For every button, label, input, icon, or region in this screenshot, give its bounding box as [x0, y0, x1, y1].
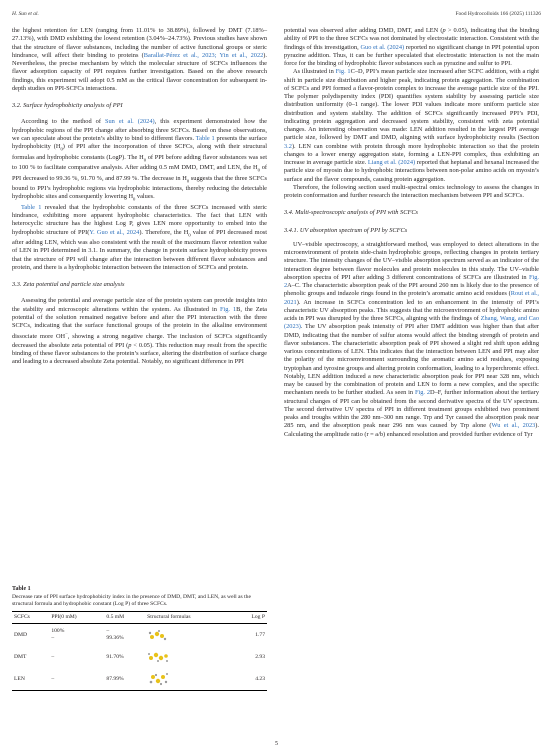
- text-run: . The UV absorption peak intensity of PPI after DMT addition was higher than that after DMD, indicating that the number of sulfur atoms would affect the binding strength of protein and flavor substances. The characteristic absorption peak of PPI showed a slight red shift upon adding various concentrations of LEN. This indicates that the interaction between LEN and PPI may alter the polarity of the microenvironment surrounding the aromatic amino acid residues, exposing tryptophan and tyrosine groups and altering protein conformation, leading to a hyperchromic effect. Notably, LEN addition induced a new characteristic absorption peak for PPI near 328 nm, which may be caused by the combination of protein and LEN to form a new complex, and the specific mechanism needs to be further studied. As seen in: [284, 323, 539, 397]
- section-heading: 3.2. Surface hydrophobicity analysis of PPI: [12, 102, 123, 109]
- paragraph: [284, 241, 539, 439]
- text-run: ). LEN can combine with protein through more hydrophobic interaction so that the protein changes to a lower energy aggregation state, forming a LEN-PPI complex, thus exhibiting an increase in average particle size.: [284, 142, 539, 166]
- cell-structure: [145, 668, 234, 691]
- text-run: ). Calculating the amplitude ratio (r = a/b) enhanced resolution and provided further evidence of Tyr: [284, 422, 539, 438]
- data-table: [12, 611, 267, 691]
- text-run: , this experiment demonstrated how the hydrophobic regions of the PPI change after absorbing three SCFCs. Based on these observations, we can speculate about the protein’s ability to bind to different flavors.: [12, 118, 267, 142]
- subscript: 0: [143, 156, 146, 162]
- text-run: revealed that the hydrophobic constants of the three SCFCs increased with steric hindrance, exhibiting more apparent hydrophobic characteristics. The fact that LEN with heterocyclic structure has the highest Log P, gives LEN more opportunity to embed into the hydrophobic structure of PPI(: [12, 203, 267, 236]
- column-header: SCFCs: [12, 612, 49, 624]
- table-1: [12, 586, 267, 691]
- column-header: 0.5 mM: [104, 612, 145, 624]
- citation-link[interactable]: Fig. 2: [284, 273, 539, 289]
- citation-link[interactable]: 3.2: [284, 142, 292, 150]
- cell-logp: 2.93: [255, 653, 265, 660]
- column-header: Log P: [234, 612, 267, 624]
- text-run: Therefore, the following section used multi-spectral omics technology to assess the changes in protein conformation and further research the interaction mechanism between PPI and SCFCs.: [284, 183, 539, 199]
- cell-logp: 4.23: [234, 668, 267, 691]
- subsection-heading: 3.4.1. UV absorption spectrum of PPI by SCFCs: [284, 226, 408, 234]
- subscript: 0: [188, 231, 191, 237]
- table-row: [12, 668, 267, 691]
- citation-link[interactable]: Guo et al. (2024): [360, 43, 405, 51]
- citation-link[interactable]: Liang et al. (2024): [367, 159, 416, 166]
- citation-link[interactable]: Y. Guo et al., 2024: [89, 228, 140, 236]
- citation-link[interactable]: Fig. 1: [335, 68, 351, 76]
- text-run: B, the Zeta potential of the solution remained negative before and after the PPI interaction with the three SCFCs, indicating that the surface functional groups of the protein in the alkaline environment dissociate more OH: [12, 305, 267, 341]
- text-run: reported no significant change in PPI potential upon pyrazine addition. Thus, it can be further speculated that electrostatic interaction is not the main force for the binding of hydrophobic flavor substances such as pyrazine and sulfur to PPI.: [284, 43, 539, 67]
- text-run: reported that heptanal and hexanal increased the particle size of myosin due to hydrophobic interactions between non-polar amino acids on myosin’s surface and the flavor compounds, causing protein aggregation.: [284, 159, 539, 183]
- table-caption: Decrease rate of PPI surface hydrophobicity index in the presence of DMD, DMT, and LEN, as well as the structural formula and hydrophobic constant (Log P) of three SCFCs.: [12, 594, 251, 607]
- paragraph: [12, 297, 267, 366]
- paragraph: [12, 118, 267, 204]
- table-title: Table 1: [12, 586, 31, 592]
- text-run: According to the method of: [21, 118, 105, 126]
- text-run: the highest retention for LEN (ranging from 11.01% to 38.89%), followed by DMT (7.18%–27.13%), with DMD exhibiting the lowest retention (3.04%–24.73%). Previous studies have shown that the structure of flavor substances, including the number of active functional groups or steric hindrance, will affect their binding to proteins (: [12, 27, 267, 59]
- citation-link[interactable]: Table 1: [195, 134, 215, 142]
- paragraph: [12, 27, 267, 93]
- text-run: value of PPI decreased most after adding LEN, which was also consistent with the result of the maximum flavor retention value of LEN in PPI determined in 3.1. In summary, the change in protein surface hydrophobicity proves that the structure of PPI will change after the interaction between different flavor substances and protein, and there is a hydrophobic interaction between the interaction of SCFCs and protein.: [12, 228, 267, 271]
- text-run: ). An increase in SCFCs concentration led to an enhancement in the intensity of PPI’s characteristic UV absorption peaks. This suggests that the microenvironment of hydrophobic amino acids in PPI was disrupted by the three SCFCs, aligning with the findings of: [284, 298, 539, 322]
- text-run: suggests that the three SCFCs bound to PPI’s hydrophobic regions via hydrophobic interactions, thereby reducing the detectable hydrophobic sites and consequently lowering H: [12, 174, 268, 201]
- italic-text: p: [128, 341, 132, 349]
- cell-value: 91.70%: [106, 653, 124, 660]
- column-header: Structural formulas: [145, 612, 234, 624]
- cell-structure: [145, 624, 234, 647]
- table-row: [12, 624, 267, 647]
- citation-link[interactable]: Wu et al., 2023: [491, 422, 536, 430]
- cell-value: – 99.36%: [106, 628, 124, 641]
- molecule-dmd-image: [147, 628, 169, 642]
- text-run: ). Therefore, the H: [139, 228, 189, 236]
- paragraph: [284, 68, 539, 184]
- citation-link[interactable]: Fig. 1: [219, 305, 237, 313]
- table-header-row: [12, 612, 267, 624]
- header-journal: Food Hydrocolloids 166 (2025) 111326: [455, 11, 541, 17]
- cell-scfc: DMT: [14, 653, 27, 660]
- text-run: Assessing the potential and average particle size of the protein system can provide insights into the stability and microscopic alterations within the system. As illustrated in: [12, 297, 267, 313]
- cell-ppi: –: [51, 653, 55, 660]
- molecule-dmt-image: [147, 650, 169, 664]
- text-run: of PPI before adding flavor substances was set to 100 % to facilitate comparative analysis. After adding 0.5 mM DMD, DMT, and LEN, the H: [12, 153, 267, 172]
- text-run: > 0.05), indicating that the binding ability of PPI to the three SCFCs was not dominated by electrostatic interaction. Consistent with the findings of this investigation,: [284, 27, 539, 51]
- column-header: PPI(0 mM): [49, 612, 104, 624]
- paragraph: [12, 204, 267, 272]
- citation-link[interactable]: Table 1: [21, 203, 42, 211]
- cell-ppi: 100% –: [51, 628, 65, 641]
- text-run: A–C. The characteristic absorption peak of the PPI around 260 nm is likely due to the presence of phenolic groups and indazole rings found in the protein’s aromatic amino acid residues (: [284, 282, 539, 298]
- text-run: < 0.05). This reduction may result from the specific binding of these flavor substances to the protein’s surface, altering the distribution of surface charge and leading to a decreased absolute Zeta potential. Notably, no significant difference in PPI: [12, 341, 268, 366]
- paragraph: [284, 27, 539, 68]
- running-header: [12, 11, 541, 19]
- right-column: [284, 27, 539, 439]
- italic-text: p: [442, 27, 446, 34]
- text-run: As illustrated in: [293, 68, 336, 76]
- section-heading: 3.4. Multi-spectroscopic analysis of PPI with SCFCs: [284, 209, 419, 217]
- citation-link[interactable]: Zhang, Wang, and Cao (2023): [284, 315, 539, 331]
- text-run: D–F, further information about the tertiary structural changes of PPI can be obtained from the second derivative spectra of the UV spectrum. The second derivative UV spectra of PPI in different treatment groups exhibited two prominent peaks and troughs within the 280 nm–300 nm range. Trp and Tyr caused the absorption peak near 285 nm, and the absorption peak near 296 nm was caused by Trp alone (: [284, 389, 539, 430]
- subscript: 0: [257, 167, 260, 173]
- section-heading: 3.3. Zeta potential and particle size analysis: [12, 281, 125, 289]
- citation-link[interactable]: Rout et al., 2021: [284, 290, 540, 306]
- subscript: 0: [60, 146, 63, 152]
- left-column: [12, 27, 267, 366]
- cell-value: 87.99%: [104, 668, 145, 691]
- molecule-len-image: [147, 672, 169, 686]
- text-run: presents the surface hydrophobicity (H: [12, 134, 267, 150]
- citation-link[interactable]: Sun et al. (2024): [104, 118, 155, 126]
- text-run: UV–visible spectroscopy, a straightforward method, was employed to detect alterations in the microenvironment of protein side-chain hydrophobic groups, reflecting changes in protein tertiary structure. The intensity changes of the UV–visible absorption spectrum served as an indicator of the interaction degree between flavor molecules and protein molecules in this study. The UV–visible absorption spectra of PPI after adding 3 different concentrations of SCFCs are illustrated in: [284, 240, 539, 281]
- cell-logp: 1.77: [255, 631, 265, 638]
- table-row: [12, 646, 267, 668]
- text-run: ) of PPI after the incorporation of three SCFCs, along with their structural formulas and hydrophobic constants (LogP). The H: [12, 143, 267, 161]
- cell-scfc: LEN: [12, 668, 49, 691]
- citation-link[interactable]: Fig. 2: [414, 389, 431, 397]
- citation-link[interactable]: Barallat-Pérez et al., 2023; Yin et al., 2022: [143, 51, 264, 59]
- page-number: 5: [275, 741, 278, 747]
- text-run: ). Nevertheless, the precise mechanism by which the molecular structure of SCFCs influences the flavor adsorption capacity of PPI requires further investigation. Based on the above research findings, this experiment will adopt 0.5 mM as the critical flavor concentration for subsequent in-depth studies on PPI-SCFCs interactions.: [12, 51, 267, 92]
- text-run: , showing a strong negative charge. The inclusion of SCFCs significantly decreased the absolute zeta potential of PPI (: [12, 333, 267, 349]
- text-run: C–D, PPI’s mean particle size increased after SCFC addition, with a right shift in particle size distribution and higher peak, indicating protein aggregation. The combination of SCFCs and PPI formed a flavor-protein complex to increase the average particle size of the PPI. The polymer polydispersity index (PDI) quantifies system stability by assessing particle size distribution uniformity (0–1 range). The lower PDI values indicate more uniform particle size distribution and system stability. The addition of SCFCs significantly increased PPI’s PDI, indicating protein aggregation and decreased system stability, consistent with zeta potential changes. An interesting observation was made: LEN addition resulted in the largest PPI average particle size, followed by DMT and DMD, aligning with surface hydrophobicity results (Section: [284, 68, 539, 142]
- text-run: potential was observed after adding DMD, DMT, and LEN (: [284, 27, 443, 34]
- paragraph: [284, 184, 539, 201]
- text-run: of PPI decreased to 99.36 %, 91.70 %, and 87.99 %. The decrease in H: [12, 164, 268, 182]
- subscript: 0: [186, 177, 190, 183]
- cell-scfc: DMD: [14, 631, 28, 638]
- cell-ppi: –: [49, 668, 104, 691]
- superscript: −: [65, 331, 68, 337]
- cell-structure: [145, 646, 234, 668]
- text-run: values.: [135, 193, 155, 201]
- subscript: 0: [133, 196, 136, 202]
- header-authors: H. Sun et al.: [12, 11, 39, 17]
